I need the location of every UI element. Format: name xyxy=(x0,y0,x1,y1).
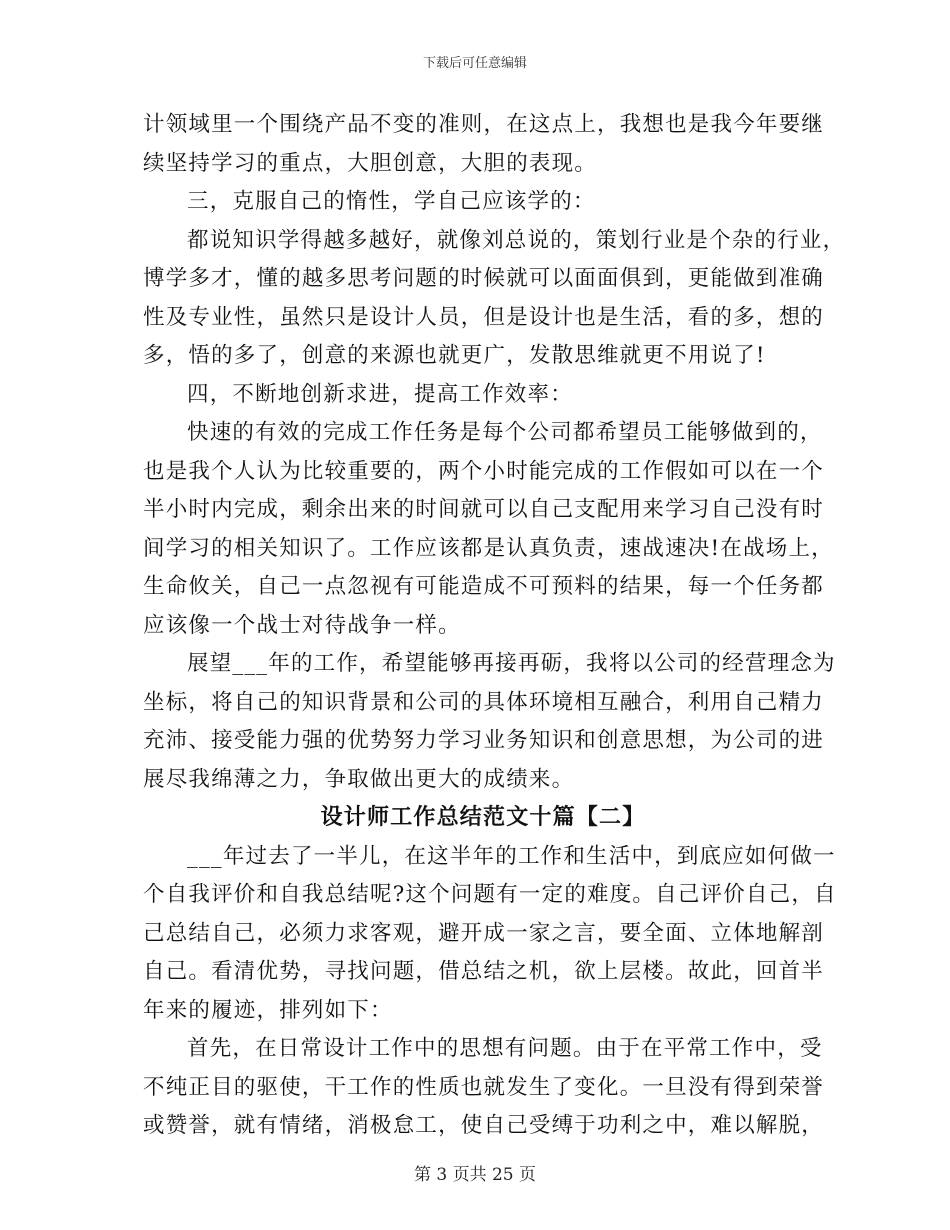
body-line: 半小时内完成，剩余出来的时间就可以自己支配用来学习自己没有时 xyxy=(143,497,825,522)
body-line: 个自我评价和自我总结呢?这个问题有一定的难度。自己评价自己，自 xyxy=(143,882,837,907)
body-line: 自己。看清优势，寻找问题，借总结之机，欲上层楼。故此，回首半 xyxy=(143,959,825,984)
body-line: 都说知识学得越多越好，就像刘总说的，策划行业是个杂的行业， xyxy=(187,227,846,253)
body-line: 博学多才，懂的越多思考问题的时候就可以面面俱到，更能做到准确 xyxy=(143,266,825,291)
section-heading: 四，不断地创新求进，提高工作效率： xyxy=(187,381,573,407)
body-line: 首先，在日常设计工作中的思想有问题。由于在平常工作中，受 xyxy=(187,1036,823,1061)
body-line: 或赞誉，就有情绪，消极怠工，使自己受缚于功利之中，难以解脱， xyxy=(143,1113,825,1138)
body-line: 年来的履迹，排列如下： xyxy=(143,997,393,1023)
body-line: 间学习的相关知识了。工作应该都是认真负责，速战速决!在战场上， xyxy=(143,535,834,561)
body-line: 展望___年的工作，希望能够再接再砺，我将以公司的经营理念为 xyxy=(187,651,836,676)
body-line: 快速的有效的完成工作任务是每个公司都希望员工能够做到的， xyxy=(187,420,823,445)
body-line: 不纯正目的驱使，干工作的性质也就发生了变化。一旦没有得到荣誉 xyxy=(143,1074,825,1100)
body-line: 展尽我绵薄之力，争取做出更大的成绩来。 xyxy=(143,766,575,792)
body-line: 己总结自己，必须力求客观，避开成一家之言，要全面、立体地解剖 xyxy=(143,920,825,946)
body-line: 多，悟的多了，创意的来源也就更广，发散思维就更不用说了! xyxy=(143,343,766,368)
body-line: ___年过去了一半儿，在这半年的工作和生活中，到底应如何做一 xyxy=(187,843,836,869)
body-line: 续坚持学习的重点，大胆创意，大胆的表现。 xyxy=(143,150,598,176)
page-header-note: 下载后可任意编辑 xyxy=(422,56,527,71)
article-title: 设计师工作总结范文十篇【二】 xyxy=(320,805,646,830)
body-line: 应该像一个战士对待战争一样。 xyxy=(143,612,461,638)
body-line: 计领域里一个围绕产品不变的准则，在这点上，我想也是我今年要继 xyxy=(143,112,825,137)
body-line: 坐标，将自己的知识背景和公司的具体环境相互融合，利用自己精力 xyxy=(143,689,825,715)
body-line: 也是我个人认为比较重要的，两个小时能完成的工作假如可以在一个 xyxy=(143,458,825,484)
body-line: 生命攸关，自己一点忽视有可能造成不可预料的结果，每一个任务都 xyxy=(143,574,825,599)
section-heading: 三，克服自己的惰性，学自己应该学的： xyxy=(187,189,596,214)
body-line: 性及专业性，虽然只是设计人员，但是设计也是生活，看的多，想的 xyxy=(143,304,825,330)
body-line: 充沛、接受能力强的优势努力学习业务知识和创意思想，为公司的进 xyxy=(143,728,825,753)
document-body xyxy=(143,106,846,1146)
page-number: 第 3 页共 25 页 xyxy=(413,1165,537,1185)
